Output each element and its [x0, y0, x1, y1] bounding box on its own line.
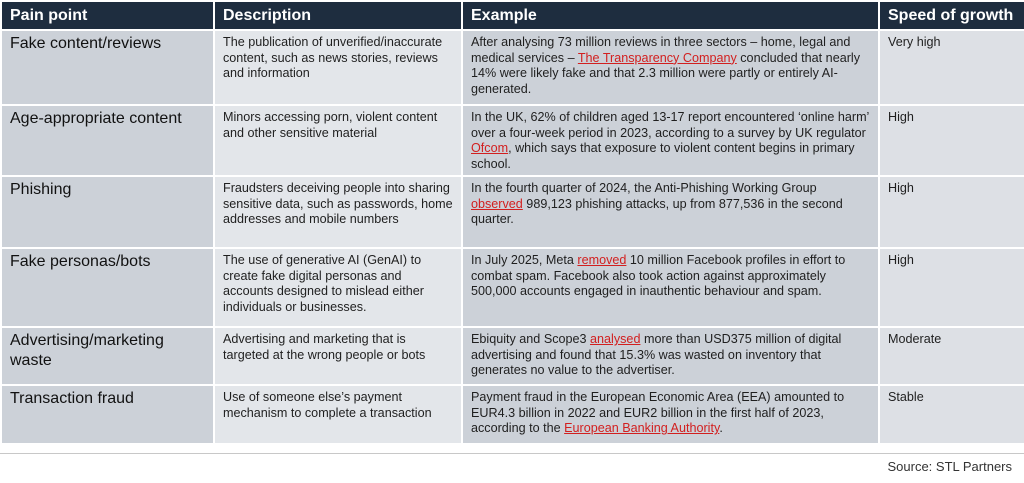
source-link[interactable]: analysed — [590, 332, 641, 346]
speed-cell: High — [880, 106, 1024, 175]
source-link[interactable]: European Banking Authority — [564, 421, 720, 436]
pain-point-cell: Fake content/reviews — [2, 31, 213, 104]
header-example: Example — [463, 2, 878, 29]
description-cell: Fraudsters deceiving people into sharing sensitive data, such as passwords, home addresses and mobile numbers — [215, 177, 461, 247]
example-text: After analysing 73 million reviews in three sectors – home, legal and medical services – — [471, 35, 851, 65]
source-note: Source: STL Partners — [887, 459, 1012, 474]
pain-point-cell: Transaction fraud — [2, 386, 213, 443]
source-link[interactable]: observed — [471, 196, 523, 211]
speed-cell: High — [880, 249, 1024, 326]
example-text: Ebiquity and Scope3 — [471, 332, 591, 346]
speed-cell: Stable — [880, 386, 1024, 443]
description-cell: Minors accessing porn, violent content and other sensitive material — [215, 106, 461, 175]
footer-divider — [0, 453, 1024, 454]
pain-point-cell: Phishing — [2, 177, 213, 247]
source-link[interactable]: Ofcom — [471, 141, 509, 156]
source-link[interactable]: removed — [577, 253, 627, 267]
table-row — [2, 249, 1024, 326]
example-text: concluded that nearly 14% were likely fake and that 2.3 million were partly or entirely AI-generated. — [471, 50, 860, 96]
example-cell — [463, 31, 878, 104]
header-description: Description — [215, 2, 461, 29]
pain-point-cell: Fake personas/bots — [2, 249, 213, 326]
source-link[interactable]: The Transparency Company — [577, 50, 737, 65]
example-text: Payment fraud in the European Economic Area (EEA) amounted to EUR4.3 billion in 2022 and EUR2 billion in the first half of 2023, according to the — [471, 390, 845, 436]
example-text: , which says that exposure to violent content begins in primary school. — [471, 141, 855, 171]
table-header-row — [2, 2, 1024, 29]
example-cell — [463, 177, 878, 247]
table-row — [2, 31, 1024, 104]
description-cell: The publication of unverified/inaccurate content, such as news stories, reviews and information — [215, 31, 461, 104]
example-text: more than USD375 million of digital advertising and found that 15.3% was wasted on inventory that generates no value to the advertiser. — [471, 332, 842, 378]
description-cell: Use of someone else’s payment mechanism to complete a transaction — [215, 386, 461, 443]
example-cell — [463, 106, 878, 175]
example-cell — [463, 249, 878, 326]
table-row — [2, 328, 1024, 384]
description-cell: Advertising and marketing that is targeted at the wrong people or bots — [215, 328, 461, 384]
header-speed-of-growth: Speed of growth — [880, 2, 1024, 29]
table-row — [2, 177, 1024, 247]
table-row — [2, 106, 1024, 175]
example-cell — [463, 386, 878, 443]
example-text: In the fourth quarter of 2024, the Anti-Phishing Working Group — [471, 181, 817, 195]
pain-point-cell: Age-appropriate content — [2, 106, 213, 175]
header-pain-point: Pain point — [2, 2, 213, 29]
example-text: . — [719, 421, 723, 436]
example-text: In the UK, 62% of children aged 13-17 report encountered ‘online harm’ over a four-week period in 2023, according to a survey by UK regulator — [471, 110, 869, 140]
speed-cell: High — [880, 177, 1024, 247]
description-cell: The use of generative AI (GenAI) to create fake digital personas and accounts designed to mislead either individuals or businesses. — [215, 249, 461, 326]
speed-cell: Moderate — [880, 328, 1024, 384]
example-cell — [463, 328, 878, 384]
pain-point-cell: Advertising/marketing waste — [2, 328, 213, 384]
example-text: In July 2025, Meta — [471, 253, 578, 267]
example-text: 989,123 phishing attacks, up from 877,536 in the second quarter. — [471, 196, 843, 227]
example-text: 10 million Facebook profiles in effort to combat spam. Facebook also took action against approximately 500,000 accounts engaged in inauthentic behaviour and spam. — [471, 253, 846, 299]
table-row — [2, 386, 1024, 443]
speed-cell: Very high — [880, 31, 1024, 104]
